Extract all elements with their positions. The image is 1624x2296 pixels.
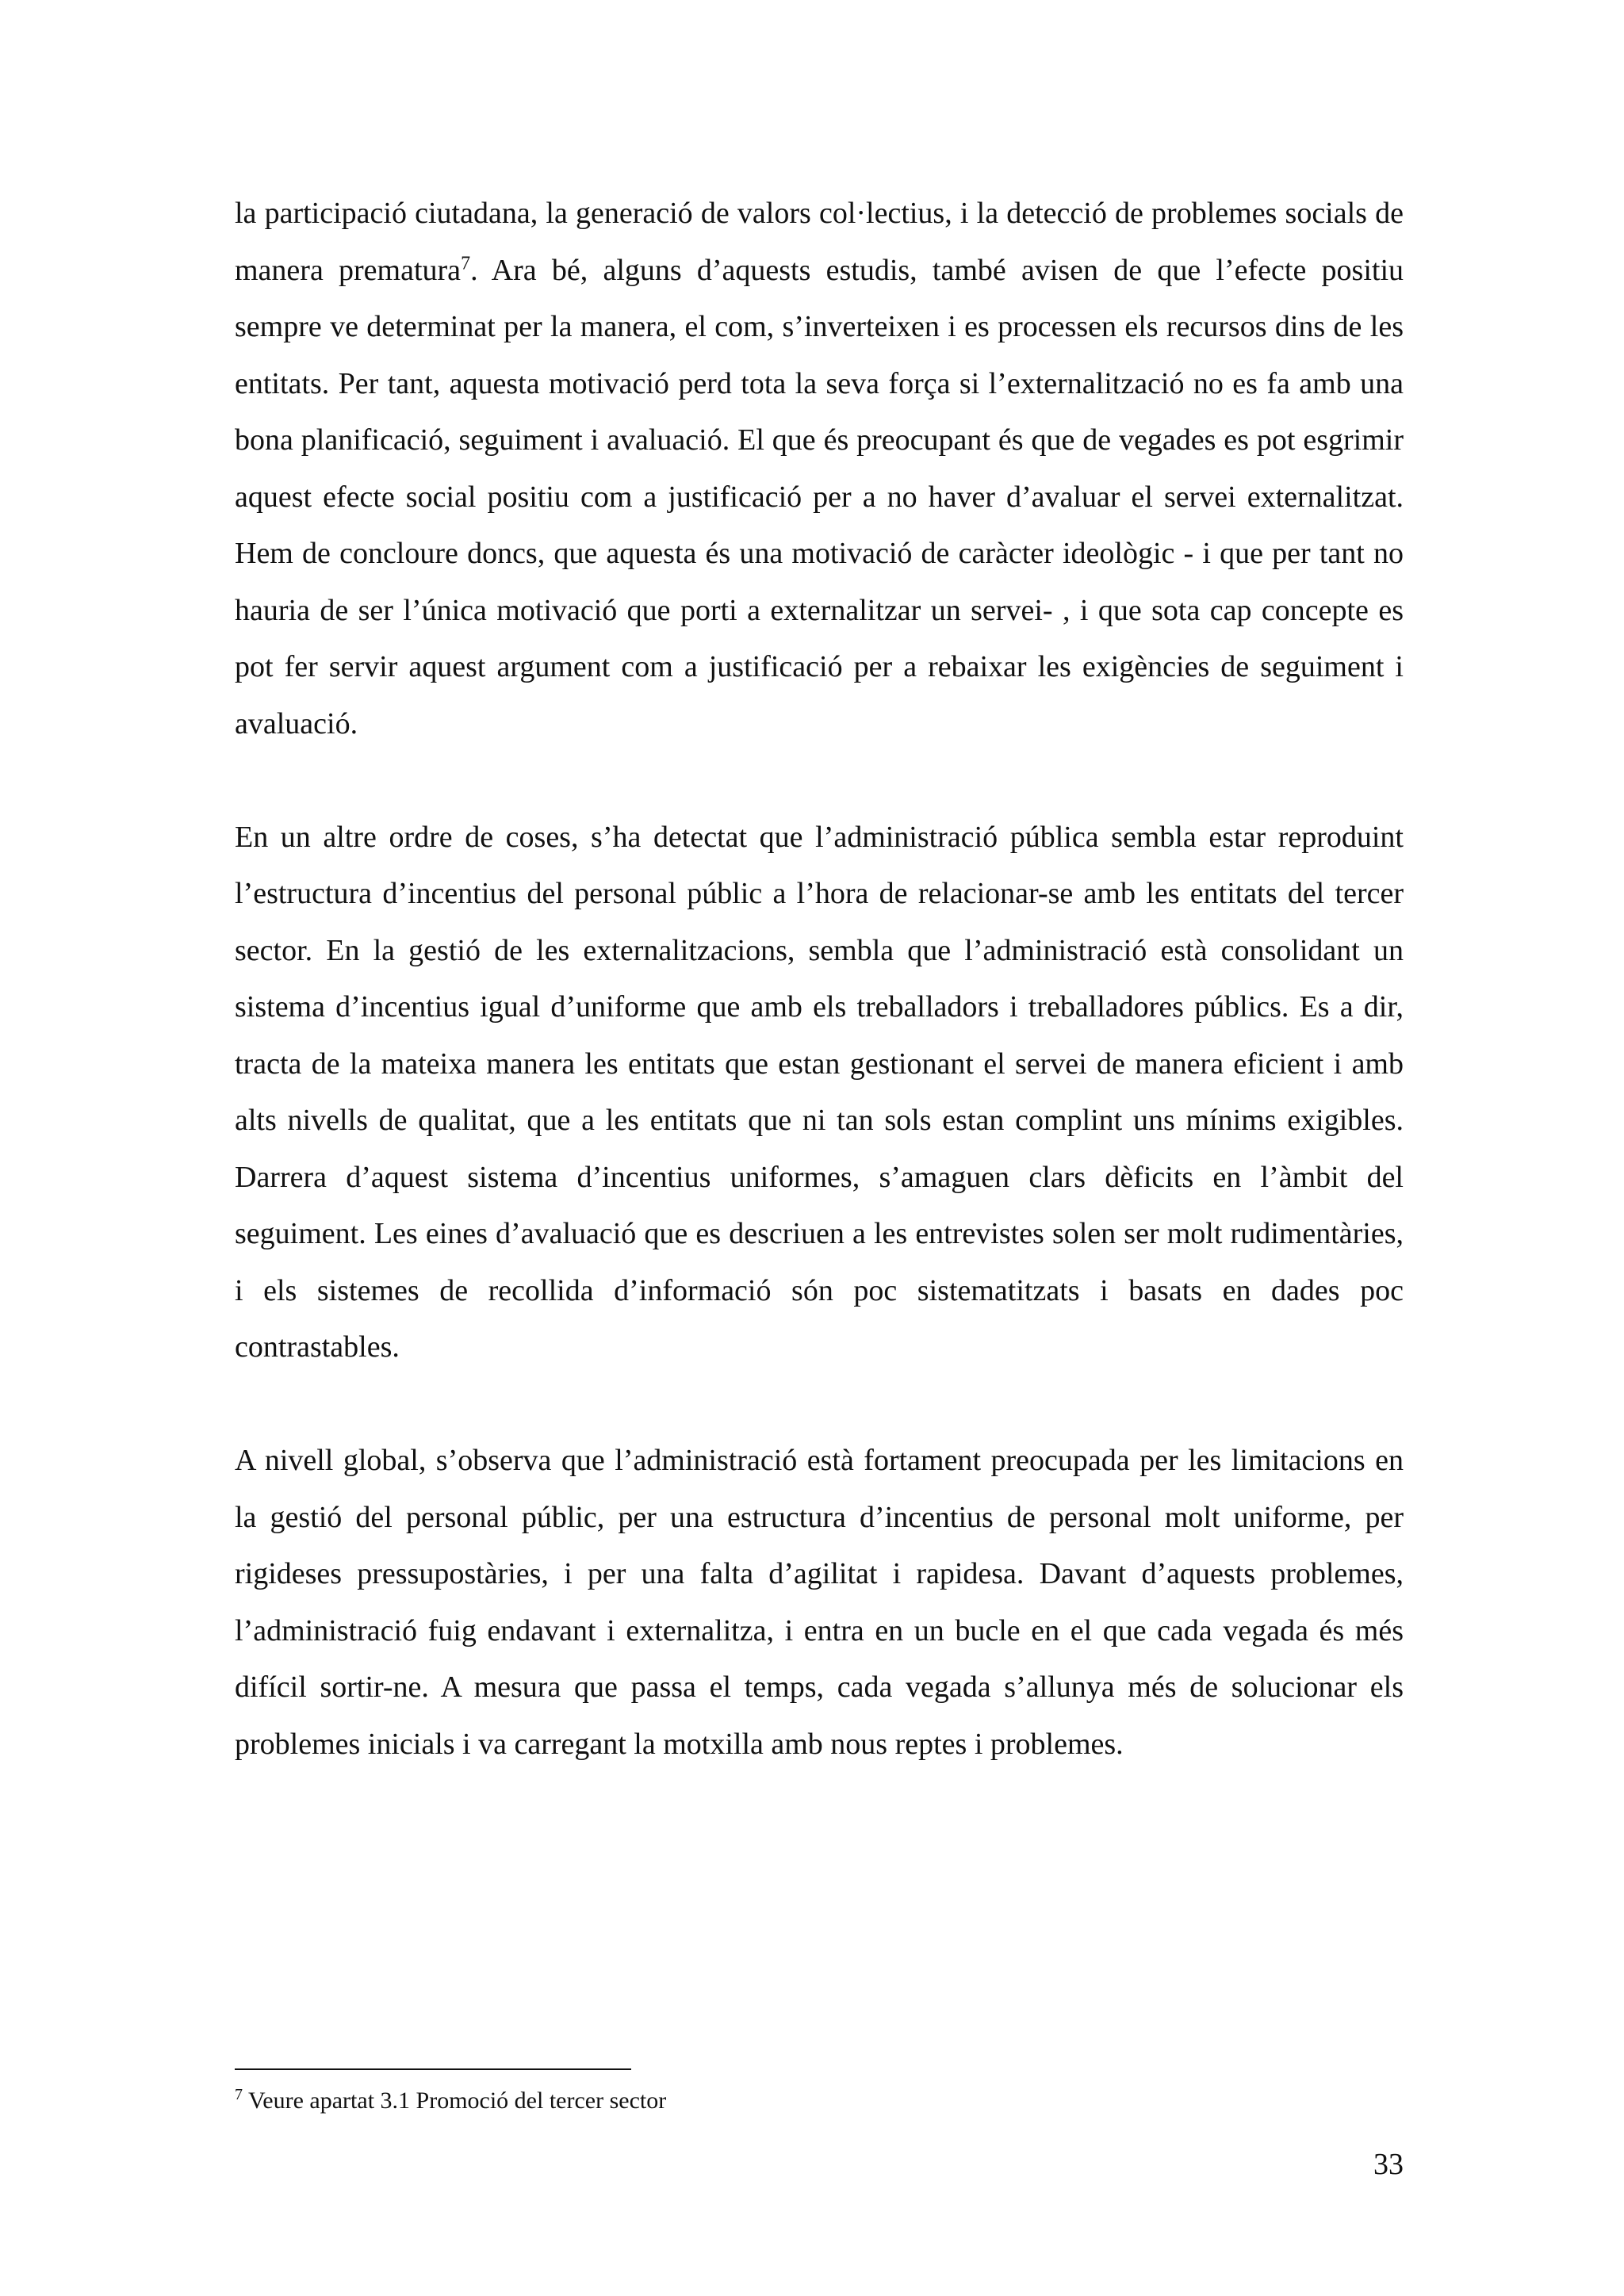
paragraph-1-text-after: . Ara bé, alguns d’aquests estudis, també avisen de que l’efecte positiu sempre ve determinat per la manera, el com, s’inverteixen i es processen els recursos dins de les entitats. Per tant, aquesta motivació perd tota la seva força si l’externalització no es fa amb una bona planificació, seguiment i avaluació. El que és preocupant és que de vegades es pot esgrimir aquest efecte social positiu com a justificació per a no haver d’avaluar el servei externalitzat. Hem de concloure doncs, que aquesta és una motivació de caràcter ideològic - i que per tant no hauria de ser l’única motivació que porti a externalitzar un servei- , i que sota cap concepte es pot fer servir aquest argument com a justificació per a rebaixar les exigències de seguiment i avaluació.	[235, 253, 1404, 740]
footnote	[235, 2085, 1404, 2117]
paragraph-2: En un altre ordre de coses, s’ha detectat que l’administració pública sembla estar reproduint l’estructura d’incentius del personal públic a l’hora de relacionar-se amb les entitats del tercer sector. En la gestió de les externalitzacions, sembla que l’administració està consolidant un sistema d’incentius igual d’uniforme que amb els treballadors i treballadores públics. Es a dir, tracta de la mateixa manera les entitats que estan gestionant el servei de manera eficient i amb alts nivells de qualitat, que a les entitats que ni tan sols estan complint uns mínims exigibles. Darrera d’aquest sistema d’incentius uniformes, s’amaguen clars dèficits en l’àmbit del seguiment. Les eines d’avaluació que es descriuen a les entrevistes solen ser molt rudimentàries, i els sistemes de recollida d’informació són poc sistematitzats i basats en dades poc contrastables.	[235, 820, 1404, 1364]
footnote-separator	[235, 2068, 631, 2070]
paragraph-1	[235, 186, 1404, 752]
footnote-text: Veure apartat 3.1 Promoció del tercer sector	[243, 2087, 667, 2114]
footnote-number: 7	[235, 2086, 243, 2103]
page-number: 33	[1373, 2148, 1404, 2181]
paragraph-3: A nivell global, s’observa que l’administració està fortament preocupada per les limitacions en la gestió del personal públic, per una estructura d’incentius de personal molt uniforme, per rigideses pressupostàries, i per una falta d’agilitat i rapidesa. Davant d’aquests problemes, l’administració fuig endavant i externalitza, i entra en un bucle en el que cada vegada és més difícil sortir-ne. A mesura que passa el temps, cada vegada s’allunya més de solucionar els problemes inicials i va carregant la motxilla amb nous reptes i problemes.	[235, 1444, 1404, 1761]
body-text	[235, 186, 1404, 1773]
paragraph-1-text-before: la participació ciutadana, la generació de valors col·lectius, i la detecció de problemes socials de manera prematura	[235, 197, 1404, 287]
footnote-reference[interactable]: 7	[461, 252, 471, 274]
